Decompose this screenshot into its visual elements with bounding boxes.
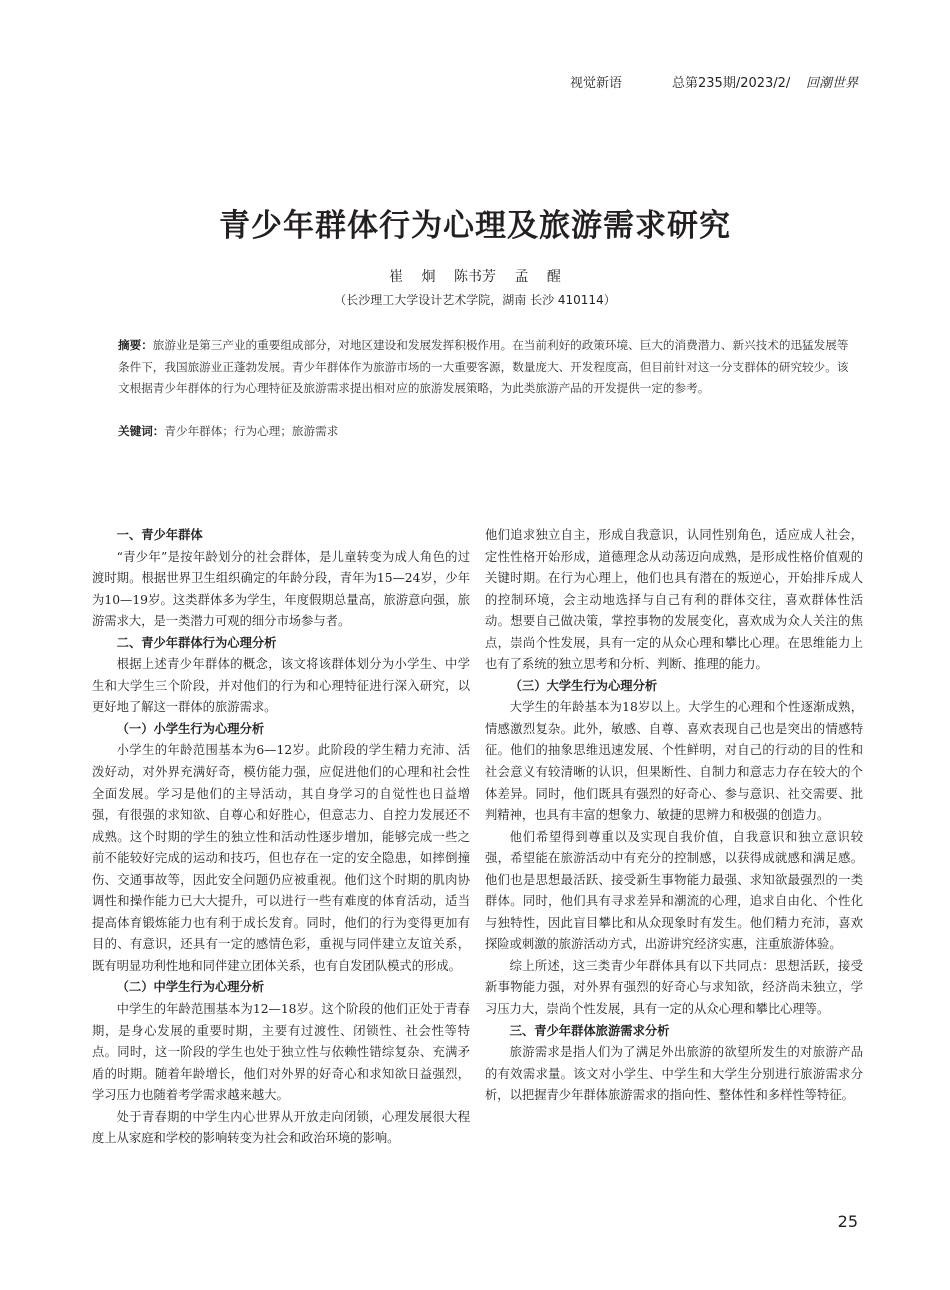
keywords-label: 关键词： bbox=[118, 424, 165, 438]
running-header bbox=[570, 72, 858, 92]
header-issue: 总第235期/2023/2/ bbox=[672, 76, 791, 91]
paragraph: 他们希望得到尊重以及实现自我价值，自我意识和独立意识较强，希望能在旅游活动中有充分的控制感，以获得成就感和满足感。他们也是思想最活跃、接受新生事物能力最强、求知欲最强烈的一类群体。同时，他们具有寻求差异和潮流的心理，追求自由化、个性化与独特性，因此盲目攀比和从众现象时有发生。他们精力充沛，喜欢探险或刺激的旅游活动方式，出游讲究经济实惠，注重旅游体验。 bbox=[485, 829, 863, 952]
subsection-heading: （二）中学生行为心理分析 bbox=[116, 980, 265, 995]
subsection-heading: （三）大学生行为心理分析 bbox=[509, 678, 658, 693]
paragraph: 小学生的年龄范围基本为6—12岁。此阶段的学生精力充沛、活泼好动，对外界充满好奇，模仿能力强，应促进他们的心理和社会性全面发展。学习是他们的主导活动，其自身学习的自觉性也日益增强，有很强的求知欲、自尊心和好胜心，但意志力、自控力发展还不成熟。这个时期的学生的独立性和活动性逐步增加，能够完成一些之前不能较好完成的运动和技巧，但也存在一定的安全隐患，如摔倒撞伤、交通事故等，因此安全问题仍应被重视。他们这个时期的肌肉协调性和操作能力已大大提升，可以进行一些有难度的体育活动，适当提高体育锻炼能力也有利于成长发育。同时，他们的行为变得更加有目的、有意识，还具有一定的感情色彩，重视与同伴建立友谊关系，既有明显功利性地和同伴建立团体关系，也有自发团队模式的形成。 bbox=[92, 743, 470, 973]
affiliation: （长沙理工大学设计艺术学院，湖南 长沙 410114） bbox=[334, 293, 616, 307]
magazine-logo: 回潮世界 bbox=[805, 76, 858, 91]
page-number: 25 bbox=[837, 1212, 858, 1231]
right-column bbox=[485, 525, 863, 1107]
subsection-heading: （一）小学生行为心理分析 bbox=[116, 721, 265, 736]
paragraph: 大学生的年龄基本为18岁以上。大学生的心理和个性逐渐成熟，情感激烈复杂。此外，敏感、自尊、喜欢表现自己也是突出的情感特征。他们的抽象思维迅速发展、个性鲜明，对自己的行动的目的性和社会意义有较清晰的认识，但果断性、自制力和意志力存在较大的个体差异。同时，他们既具有强烈的好奇心、参与意识、社交需要、批判精神，也具有丰富的想象力、敏捷的思辨力和极强的创造力。 bbox=[485, 700, 863, 823]
authors: 崔 炯 陈书芳 孟 醒 bbox=[389, 269, 561, 285]
paragraph: 综上所述，这三类青少年群体具有以下共同点：思想活跃，接受新事物能力强，对外界有强烈的好奇心与求知欲，经济尚未独立，学习压力大，崇尚个性发展，具有一定的从众心理和攀比心理等。 bbox=[485, 958, 863, 1017]
paragraph: 中学生的年龄范围基本为12—18岁。这个阶段的他们正处于青春期，是身心发展的重要时期，主要有过渡性、闭锁性、社会性等特点。同时，这一阶段的学生也处于独立性与依赖性错综复杂、充满矛盾的时期。随着年龄增长，他们对外界的好奇心和求知欲日益强烈，学习压力也随着考学需求越来越大。 bbox=[92, 1002, 470, 1103]
abstract-label: 摘要： bbox=[118, 338, 153, 352]
paragraph: “青少年”是按年龄划分的社会群体，是儿童转变为成人角色的过渡时期。根据世界卫生组织确定的年龄分段，青年为15—24岁，少年为10—19岁。这类群体多为学生，年度假期总量高，旅游意向强，旅游需求大，是一类潜力可观的细分市场参与者。 bbox=[92, 549, 470, 629]
header-section: 视觉新语 bbox=[570, 76, 623, 91]
section-heading: 二、青少年群体行为心理分析 bbox=[116, 635, 277, 650]
paragraph: 处于青春期的中学生内心世界从开放走向闭锁，心理发展很大程度上从家庭和学校的影响转变为社会和政治环境的影响。 bbox=[92, 1109, 470, 1146]
article-title: 青少年群体行为心理及旅游需求研究 bbox=[219, 208, 731, 244]
section-heading: 三、青少年群体旅游需求分析 bbox=[509, 1023, 670, 1038]
keywords bbox=[118, 421, 858, 443]
left-column bbox=[92, 525, 470, 1150]
paragraph: 旅游需求是指人们为了满足外出旅游的欲望所发生的对旅游产品的有效需求量。该文对小学生、中学生和大学生分别进行旅游需求分析，以把握青少年群体旅游需求的指向性、整体性和多样性等特征。 bbox=[485, 1045, 863, 1103]
paragraph: 根据上述青少年群体的概念，该文将该群体划分为小学生、中学生和大学生三个阶段，并对他们的行为和心理特征进行深入研究，以更好地了解这一群体的旅游需求。 bbox=[92, 657, 470, 715]
abstract-text: 旅游业是第三产业的重要组成部分，对地区建设和发展发挥积极作用。在当前利好的政策环境、巨大的消费潜力、新兴技术的迅猛发展等条件下，我国旅游业正蓬勃发展。青少年群体作为旅游市场的一大重要客源，数量庞大、开发程度高，但目前针对这一分支群体的研究较少。该文根据青少年群体的行为心理特征及旅游需求提出相对应的旅游发展策略，为此类旅游产品的开发提供一定的参考。 bbox=[118, 338, 849, 395]
section-heading: 一、青少年群体 bbox=[116, 528, 203, 542]
abstract bbox=[118, 335, 858, 400]
paragraph: 他们追求独立自主，形成自我意识，认同性别角色，适应成人社会，定性性格开始形成，道德理念从动荡迈向成熟，是形成性格价值观的关键时期。在行为心理上，他们也具有潜在的叛逆心，开始排斥成人的控制环境，会主动地选择与自己有利的群体交往，喜欢群体性活动。想要自己做决策，掌控事物的发展变化，喜欢成为众人关注的焦点，崇尚个性发展，具有一定的从众心理和攀比心理。在思维能力上也有了系统的独立思考和分析、判断、推理的能力。 bbox=[485, 528, 863, 672]
keywords-text: 青少年群体；行为心理；旅游需求 bbox=[164, 424, 339, 438]
